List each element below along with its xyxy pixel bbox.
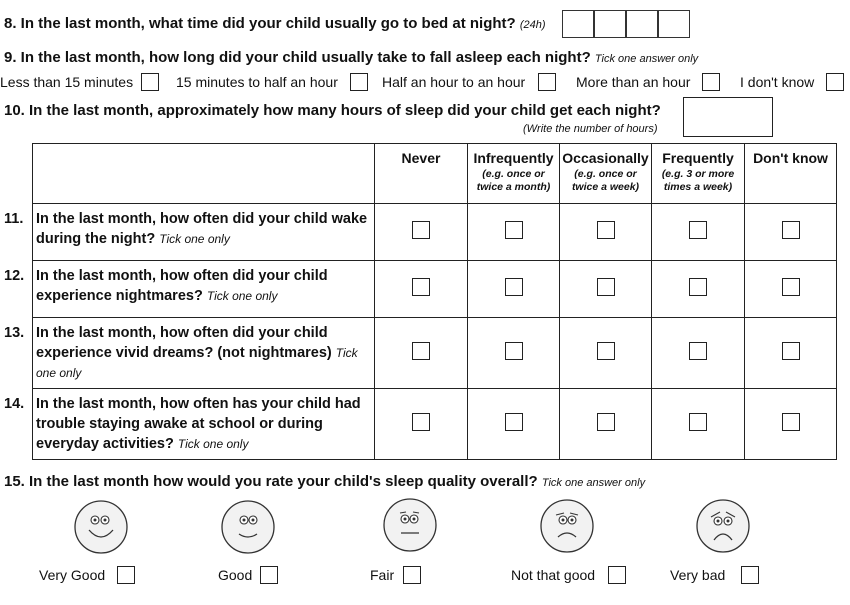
row-tick-note: Tick one only — [159, 232, 230, 246]
answer-checkbox[interactable] — [597, 342, 615, 360]
q9-option-label: I don't know — [740, 74, 815, 90]
q15-option-label: Good — [218, 567, 253, 583]
row-tick-note: Tick one only — [36, 346, 358, 380]
table-header-row — [33, 144, 837, 204]
answer-cell — [468, 318, 560, 389]
row-number: 13. — [4, 325, 25, 341]
answer-checkbox[interactable] — [505, 221, 523, 239]
q15-option-checkbox[interactable] — [117, 566, 135, 584]
header-label: Occasionally — [562, 150, 649, 166]
answer-cell — [652, 261, 745, 318]
answer-cell — [375, 389, 468, 460]
table-row — [33, 389, 837, 460]
bedtime-digit-4[interactable] — [658, 10, 690, 38]
row-tick-note: Tick one only — [177, 437, 249, 451]
row-tick-note: Tick one only — [206, 289, 278, 303]
answer-checkbox[interactable] — [505, 342, 523, 360]
answer-cell — [745, 204, 837, 261]
q15-option-checkbox[interactable] — [608, 566, 626, 584]
q15-option-checkbox[interactable] — [741, 566, 759, 584]
q15-option-checkbox[interactable] — [260, 566, 278, 584]
q8-question: 8. In the last month, what time did your child usually go to bed at night? — [4, 15, 516, 32]
very-good-face-icon — [73, 498, 129, 556]
header-label: Don't know — [753, 150, 828, 166]
row-number: 11. — [4, 211, 24, 227]
answer-checkbox[interactable] — [689, 342, 707, 360]
header-sub: (e.g. once or twice a month) — [476, 168, 551, 193]
answer-cell — [560, 261, 652, 318]
q15-note: Tick one answer only — [541, 477, 646, 489]
header-sub: (e.g. 3 or more times a week) — [661, 168, 735, 193]
table-row — [33, 261, 837, 318]
not-that-good-face-icon — [539, 497, 595, 555]
answer-checkbox[interactable] — [689, 413, 707, 431]
answer-cell — [745, 318, 837, 389]
q15-option-label: Not that good — [511, 567, 596, 583]
answer-checkbox[interactable] — [597, 221, 615, 239]
hours-input[interactable] — [683, 97, 773, 137]
answer-cell — [560, 204, 652, 261]
q10-question: 10. In the last month, approximately how many hours of sleep did your child get each night? — [4, 102, 661, 119]
header-label: Never — [401, 150, 441, 166]
bedtime-digit-3[interactable] — [626, 10, 658, 38]
answer-cell — [652, 204, 745, 261]
answer-cell — [560, 389, 652, 460]
q9-option-checkbox[interactable] — [702, 73, 720, 91]
answer-cell — [375, 261, 468, 318]
row-question — [33, 389, 375, 460]
row-text: In the last month, how often did your child experience nightmares? — [36, 268, 328, 304]
q9-option-label: 15 minutes to half an hour — [176, 74, 338, 90]
q10-note: (Write the number of hours) — [523, 123, 658, 135]
frequency-table — [32, 143, 837, 460]
header-infrequently — [468, 144, 560, 204]
header-frequently — [652, 144, 745, 204]
q15-text — [4, 473, 645, 490]
row-text: In the last month, how often did your child wake during the night? — [36, 211, 368, 247]
row-text: In the last month, how often did your child experience vivid dreams? (not nightmares) — [36, 325, 332, 361]
answer-checkbox[interactable] — [782, 413, 800, 431]
header-never — [375, 144, 468, 204]
q9-option-label: Less than 15 minutes — [0, 74, 134, 90]
header-sub: (e.g. once or twice a week) — [571, 168, 640, 193]
table-row — [33, 204, 837, 261]
bedtime-digit-1[interactable] — [562, 10, 594, 38]
answer-checkbox[interactable] — [689, 221, 707, 239]
q15-option-label: Very Good — [39, 567, 106, 583]
answer-cell — [652, 318, 745, 389]
answer-cell — [468, 389, 560, 460]
q15-question: 15. In the last month how would you rate your child's sleep quality overall? — [4, 473, 538, 490]
header-occasionally — [560, 144, 652, 204]
header-label: Frequently — [662, 150, 734, 166]
very-bad-face-icon — [695, 497, 751, 555]
answer-checkbox[interactable] — [412, 413, 430, 431]
answer-checkbox[interactable] — [782, 278, 800, 296]
q9-note: Tick one answer only — [594, 53, 699, 65]
fair-face-icon — [382, 496, 438, 554]
answer-cell — [652, 389, 745, 460]
row-question — [33, 261, 375, 318]
bedtime-digit-2[interactable] — [594, 10, 626, 38]
answer-cell — [468, 261, 560, 318]
q8-note: (24h) — [519, 19, 546, 31]
row-number: 12. — [4, 268, 25, 284]
q9-option-checkbox[interactable] — [538, 73, 556, 91]
q9-option-checkbox[interactable] — [141, 73, 159, 91]
row-question — [33, 318, 375, 389]
answer-checkbox[interactable] — [782, 221, 800, 239]
answer-checkbox[interactable] — [597, 278, 615, 296]
answer-checkbox[interactable] — [597, 413, 615, 431]
q9-option-label: More than an hour — [576, 74, 691, 90]
good-face-icon — [220, 498, 276, 556]
header-blank — [33, 144, 375, 204]
answer-checkbox[interactable] — [412, 278, 430, 296]
header-dont-know — [745, 144, 837, 204]
answer-checkbox[interactable] — [689, 278, 707, 296]
answer-checkbox[interactable] — [505, 413, 523, 431]
q15-option-label: Very bad — [670, 567, 726, 583]
answer-checkbox[interactable] — [505, 278, 523, 296]
answer-cell — [375, 204, 468, 261]
answer-cell — [468, 204, 560, 261]
row-text: In the last month, how often has your child had trouble staying awake at school or during everyday activities? — [36, 396, 361, 452]
answer-cell — [560, 318, 652, 389]
q9-question: 9. In the last month, how long did your child usually take to fall asleep each night? — [4, 49, 591, 66]
q15-option-checkbox[interactable] — [403, 566, 421, 584]
q9-option-checkbox[interactable] — [826, 73, 844, 91]
q9-option-label: Half an hour to an hour — [382, 74, 526, 90]
answer-checkbox[interactable] — [782, 342, 800, 360]
q9-text — [4, 49, 698, 66]
answer-cell — [745, 261, 837, 318]
row-number: 14. — [4, 396, 25, 412]
answer-checkbox[interactable] — [412, 342, 430, 360]
q15-option-label: Fair — [370, 567, 395, 583]
header-label: Infrequently — [473, 150, 554, 166]
answer-cell — [745, 389, 837, 460]
answer-checkbox[interactable] — [412, 221, 430, 239]
table-row — [33, 318, 837, 389]
row-question — [33, 204, 375, 261]
answer-cell — [375, 318, 468, 389]
q9-option-checkbox[interactable] — [350, 73, 368, 91]
q8-text — [4, 15, 546, 32]
